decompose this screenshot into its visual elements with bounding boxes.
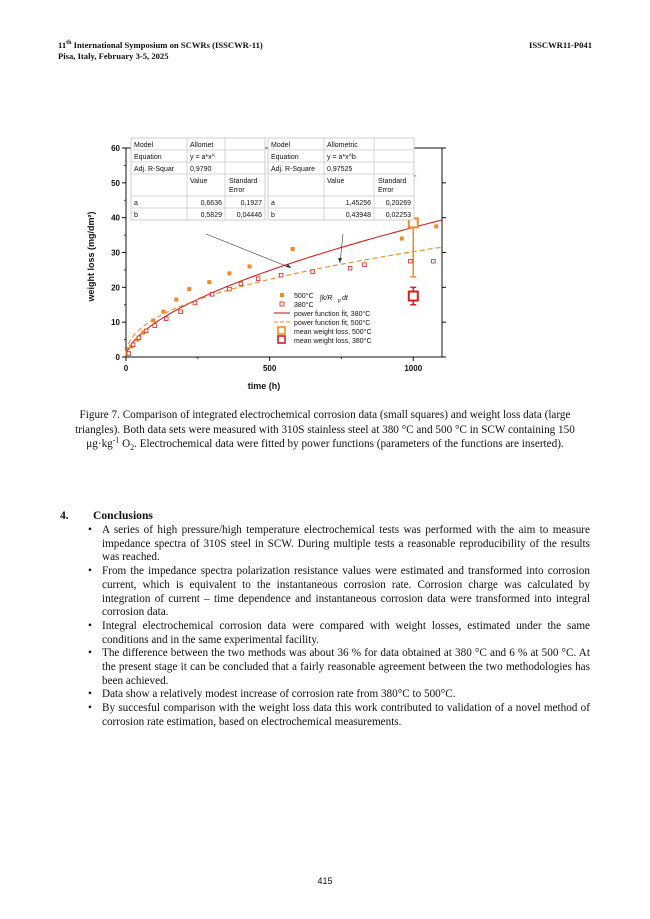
data-point-380c [409,259,413,263]
table-cell-text: Adj. R-Square [271,166,315,173]
data-point-380c [193,301,197,305]
data-point-380c [137,336,141,340]
table-cell-text: Standard [229,178,258,185]
running-header [58,40,263,61]
data-point-380c [153,324,157,328]
list-item: • A series of high pressure/high temperature electrochemical tests was performed with the aim to measure impedance spectra of 310S steel in SCW. During multiple tests a reasonable reproducibility of the results was reached. [88,524,590,565]
data-point-380c [256,277,260,281]
y-tick-label: 60 [111,144,120,153]
plot-area [86,138,446,391]
table-cell-text: 0,5829 [200,212,222,219]
legend-marker [278,336,285,343]
section-title: Conclusions [93,509,153,522]
data-point-380c [348,266,352,270]
figure-caption: Figure 7. Comparison of integrated electrochemical corrosion data (small squares) and weight loss data (large triangles). Both data sets were measured with 310S stainless steel at 380 °C and 500 °C in SCW containing 150 $\mu g\cdot kg^{-1}$ $O_2$. Electrochemical data were fitted by power functions (parameters of the functions are inserted). [75,409,575,453]
x-axis-label: time (h) [247,381,281,391]
data-point-500c [161,310,165,314]
table-cell-text: 0,9790 [190,166,212,173]
data-point-500c [248,264,252,268]
y-tick-label: 10 [111,318,120,328]
table-pointer-line [206,234,291,268]
table-cell-text: b [271,212,275,219]
page-number: 415 [317,876,333,886]
table-cell-text: a [134,200,138,207]
legend-label: power function fit, 380°C [294,311,371,318]
conclusions-list [88,524,590,730]
y-tick-label: 30 [111,248,120,258]
data-point-500c [207,280,211,284]
data-point-500c [187,287,191,291]
table-cell-text: 0,1927 [240,200,262,207]
x-tick-label: 1000 [404,364,423,373]
header-location: Pisa, Italy, February 3-5, 2025 [58,50,169,61]
table-cell-text: 0,04446 [236,212,262,219]
legend-integral: p [338,298,341,304]
table-cell-text: Allometric [327,142,358,149]
legend-integral: ∫k/R [320,295,333,302]
list-item: • Data show a relatively modest increase of corrosion rate from 380°C to 500°C. [88,688,590,702]
list-item: • By succesful comparison with the weight loss data this work contributed to validation of a novel method of corrosion rate estimation, based on electrochemical measurements. [88,702,590,729]
table-cell-text: Equation [134,154,162,161]
legend-label: 500°C [294,293,314,300]
table-cell-text: Value [190,178,208,185]
header-symposium: 11th International Symposium on SCWRs (ISSCWR-11) [58,40,263,50]
data-point-500c [291,247,295,251]
data-point-380c [127,352,131,356]
table-cell-text: Error [229,187,245,194]
data-point-380c [432,259,436,263]
data-point-500c [174,298,178,302]
legend-label: mean weight loss, 500°C [294,329,372,336]
data-point-380c [131,343,135,347]
data-point-380c [144,329,148,333]
y-tick-label: 40 [111,213,120,223]
table-cell-text: 0,97525 [327,166,353,173]
table-cell-text: y = a*x^b [327,154,356,161]
legend-marker [278,327,285,334]
section-heading [60,509,153,522]
list-item: • From the impedance spectra polarization resistance values were estimated and transformed into corrosion current, which is equivalent to the instantaneous corrosion rate. Corrosion charge was calculated by integration of current – time dependence and instantaneous corrosion data were transformed into integral corrosion data. [88,565,590,620]
table-cell-text: Error [378,187,394,194]
table-cell-text: 1,45256 [345,200,371,207]
table-cell-text: Value [327,178,345,185]
table-cell-text: Model [271,142,291,149]
list-item: • Integral electrochemical corrosion data were compared with weight losses, estimated under the same conditions and in the same experimental facility. [88,620,590,647]
section-number: 4. [60,509,69,522]
table-cell-text: Adj. R-Squar [134,166,175,173]
list-item: • The difference between the two methods was about 36 % for data obtained at 380 °C and 6 % at 500 °C. At the present stage it can be concluded that a fairly reasonable agreement between the two methodologies has been achieved. [88,647,590,688]
table-cell-text: Standard [378,178,407,185]
x-tick-label: 500 [262,364,277,373]
legend-label: 380°C [294,302,314,309]
table-cell-text: 0,43948 [345,212,371,219]
table-cell-text: 0,6636 [200,200,222,207]
data-point-500c [400,237,404,241]
data-point-500c [227,271,231,275]
figure-7-chart [78,128,458,398]
table-cell-text: Equation [271,154,299,161]
data-point-500c [434,224,438,228]
table-cell-text: Allomet [190,142,214,149]
data-point-380c [210,293,214,297]
table-cell-text: b [134,212,138,219]
data-point-380c [311,270,315,274]
data-point-500c [151,318,155,322]
y-tick-label: 0 [115,353,120,362]
table-cell-text: y = a*x^ [190,154,215,161]
table-cell-text: a [271,200,275,207]
data-point-380c [279,273,283,277]
legend-label: mean weight loss, 380°C [294,338,372,345]
data-point-380c [363,263,367,267]
legend-label: power function fit, 500°C [294,320,371,327]
legend-marker [280,293,284,297]
y-tick-label: 20 [111,283,120,293]
data-point-380c [179,310,183,314]
table-cell-text: 0,02253 [385,212,411,219]
paper-id: ISSCWR11-P041 [528,40,592,50]
data-point-380c [239,282,243,286]
x-tick-label: 0 [123,364,129,373]
table-pointer-arrow [338,258,342,263]
legend-marker [280,302,284,306]
table-cell-text: 0,20269 [385,200,411,207]
data-point-380c [228,287,232,291]
y-tick-label: 50 [111,178,120,188]
mean-weight-loss-marker [409,292,418,301]
data-point-380c [164,317,168,321]
table-cell-text: Model [134,142,154,149]
legend-integral: dt [342,295,348,302]
y-axis-label: weight loss (mg/dm²) [86,211,96,302]
